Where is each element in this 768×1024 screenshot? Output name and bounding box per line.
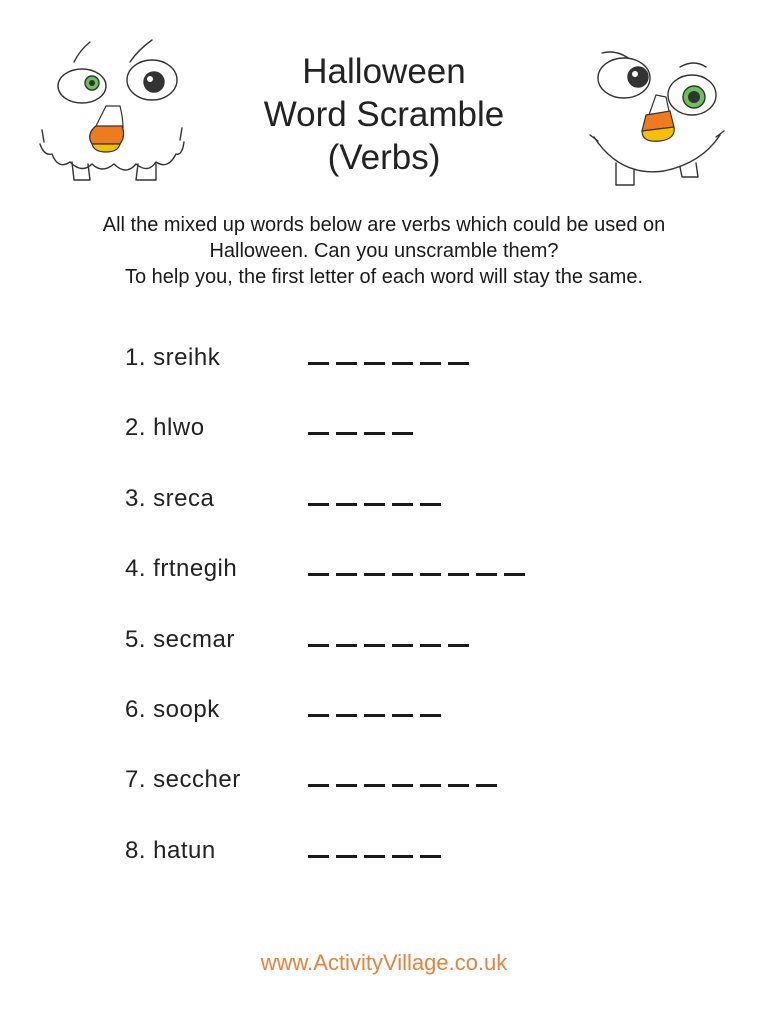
scrambled-word: 4. frtnegih bbox=[125, 555, 238, 583]
letter-blank[interactable] bbox=[420, 362, 441, 365]
scrambled-word: 6. soopk bbox=[125, 695, 220, 723]
scrambled-word: 1. sreihk bbox=[125, 344, 221, 371]
letter-blank[interactable] bbox=[392, 784, 413, 787]
letter-blank[interactable] bbox=[504, 573, 525, 576]
letter-blank[interactable] bbox=[308, 784, 329, 787]
answer-blanks[interactable] bbox=[308, 432, 413, 435]
letter-blank[interactable] bbox=[364, 432, 385, 435]
puzzle-row bbox=[125, 762, 685, 832]
answer-blanks[interactable] bbox=[308, 855, 441, 858]
letter-blank[interactable] bbox=[336, 362, 357, 365]
puzzle-row bbox=[125, 410, 685, 480]
answer-blanks[interactable] bbox=[308, 784, 497, 787]
scrambled-word: 2. hlwo bbox=[125, 414, 205, 442]
letter-blank[interactable] bbox=[448, 644, 469, 647]
letter-blank[interactable] bbox=[448, 362, 469, 365]
letter-blank[interactable] bbox=[308, 855, 329, 858]
letter-blank[interactable] bbox=[336, 573, 357, 576]
letter-blank[interactable] bbox=[336, 432, 357, 435]
letter-blank[interactable] bbox=[392, 432, 413, 435]
page-title bbox=[0, 50, 768, 179]
letter-blank[interactable] bbox=[392, 644, 413, 647]
answer-blanks[interactable] bbox=[308, 644, 469, 647]
letter-blank[interactable] bbox=[392, 855, 413, 858]
letter-blank[interactable] bbox=[364, 503, 385, 506]
puzzle-row bbox=[125, 481, 685, 551]
puzzle-row bbox=[125, 551, 685, 621]
letter-blank[interactable] bbox=[420, 573, 441, 576]
letter-blank[interactable] bbox=[364, 362, 385, 365]
letter-blank[interactable] bbox=[364, 573, 385, 576]
letter-blank[interactable] bbox=[476, 784, 497, 787]
letter-blank[interactable] bbox=[308, 362, 329, 365]
letter-blank[interactable] bbox=[420, 644, 441, 647]
letter-blank[interactable] bbox=[336, 714, 357, 717]
letter-blank[interactable] bbox=[336, 644, 357, 647]
instructions bbox=[20, 212, 748, 290]
letter-blank[interactable] bbox=[392, 503, 413, 506]
instructions-line: Halloween. Can you unscramble them? bbox=[209, 240, 559, 262]
letter-blank[interactable] bbox=[364, 855, 385, 858]
answer-blanks[interactable] bbox=[308, 714, 441, 717]
puzzle-row bbox=[125, 340, 685, 410]
letter-blank[interactable] bbox=[336, 855, 357, 858]
puzzle-row bbox=[125, 833, 685, 903]
letter-blank[interactable] bbox=[392, 573, 413, 576]
scrambled-word: 8. hatun bbox=[125, 836, 216, 864]
letter-blank[interactable] bbox=[336, 503, 357, 506]
letter-blank[interactable] bbox=[420, 714, 441, 717]
letter-blank[interactable] bbox=[420, 855, 441, 858]
answer-blanks[interactable] bbox=[308, 362, 469, 365]
puzzle-row bbox=[125, 692, 685, 762]
letter-blank[interactable] bbox=[308, 573, 329, 576]
letter-blank[interactable] bbox=[308, 503, 329, 506]
scrambled-word: 5. secmar bbox=[125, 625, 235, 653]
title-line: Word Scramble bbox=[263, 95, 505, 134]
letter-blank[interactable] bbox=[364, 714, 385, 717]
puzzle-list bbox=[125, 340, 685, 903]
scrambled-word: 3. sreca bbox=[125, 484, 215, 512]
letter-blank[interactable] bbox=[364, 784, 385, 787]
letter-blank[interactable] bbox=[364, 644, 385, 647]
letter-blank[interactable] bbox=[420, 503, 441, 506]
letter-blank[interactable] bbox=[308, 432, 329, 435]
letter-blank[interactable] bbox=[420, 784, 441, 787]
scrambled-word: 7. seccher bbox=[125, 766, 241, 794]
puzzle-row bbox=[125, 622, 685, 692]
letter-blank[interactable] bbox=[308, 644, 329, 647]
footer-url: www.ActivityVillage.co.uk bbox=[260, 950, 508, 975]
instructions-line: To help you, the first letter of each word will stay the same. bbox=[124, 266, 644, 288]
letter-blank[interactable] bbox=[392, 362, 413, 365]
letter-blank[interactable] bbox=[448, 784, 469, 787]
letter-blank[interactable] bbox=[476, 573, 497, 576]
letter-blank[interactable] bbox=[336, 784, 357, 787]
title-line: Halloween bbox=[302, 52, 466, 91]
answer-blanks[interactable] bbox=[308, 503, 441, 506]
letter-blank[interactable] bbox=[448, 573, 469, 576]
letter-blank[interactable] bbox=[308, 714, 329, 717]
letter-blank[interactable] bbox=[392, 714, 413, 717]
answer-blanks[interactable] bbox=[308, 573, 525, 576]
instructions-line: All the mixed up words below are verbs which could be used on bbox=[102, 214, 666, 236]
title-line: (Verbs) bbox=[327, 138, 441, 177]
